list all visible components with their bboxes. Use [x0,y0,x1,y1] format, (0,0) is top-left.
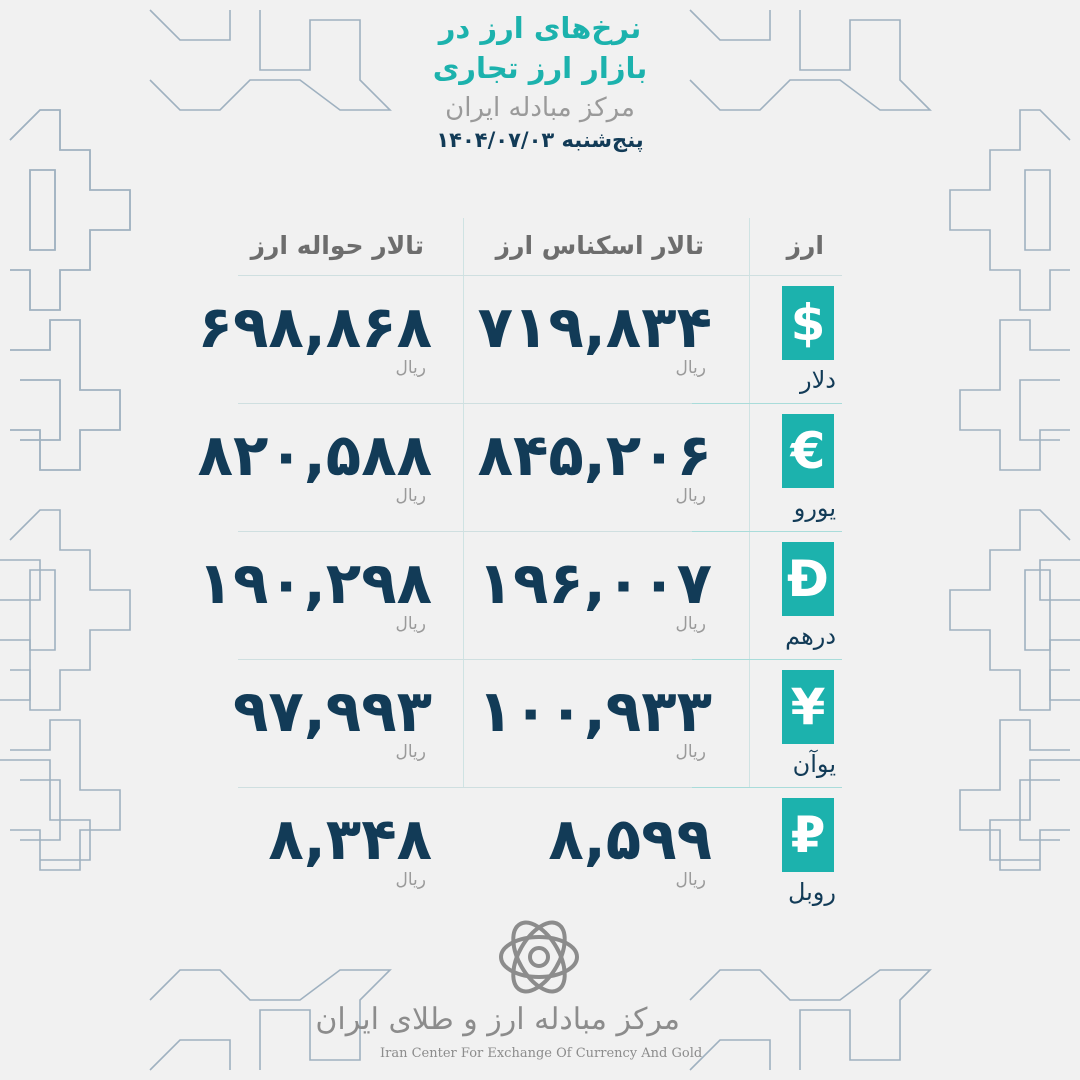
cash-unit: ریال [675,486,706,506]
remittance-unit: ریال [395,358,426,378]
table-row-dollar [197,276,842,404]
header-currency: ارز [786,231,824,260]
yuan-icon: ¥ [782,670,834,744]
table-row-euro [197,404,842,532]
logo-wordmark-en: Iran Center For Exchange Of Currency And Gold [380,1046,703,1061]
cash-unit: ریال [675,614,706,634]
remittance-unit: ریال [395,614,426,634]
currency-name: روبل [787,878,836,906]
currency-name: یورو [793,494,836,522]
remittance-unit: ریال [395,486,426,506]
table-row-ruble [238,788,842,916]
rates-table [197,218,842,916]
table-row-yuan [232,660,842,788]
table-row-dirham [197,532,842,660]
cash-rate: ۱۰۰,۹۳۳ [477,677,712,745]
cash-unit: ریال [675,358,706,378]
page-subtitle: مرکز مبادله ایران [445,93,635,123]
page-title-line2: بازار ارز تجاری [432,51,648,85]
cash-rate: ۸,۵۹۹ [548,805,712,873]
table-header [238,218,842,276]
dirham-icon: Đ [782,542,834,616]
euro-icon: € [782,414,834,488]
exchange-center-logo-icon [494,912,584,1002]
date-label: پنج‌شنبه ۱۴۰۴/۰۷/۰۳ [436,128,644,152]
dollar-icon: $ [782,286,834,360]
cash-rate: ۸۴۵,۲۰۶ [477,421,712,489]
logo-wordmark-fa: مرکز مبادله ارز و طلای ایران [315,1002,680,1037]
header-cash-hall: تالار اسکناس ارز [495,231,704,260]
cash-unit: ریال [675,870,706,890]
remittance-rate: ۶۹۸,۸۶۸ [197,293,432,361]
currency-name: دلار [800,366,836,394]
remittance-unit: ریال [395,870,426,890]
cash-unit: ریال [675,742,706,762]
remittance-rate: ۸۲۰,۵۸۸ [197,421,432,489]
header-remittance-hall: تالار حواله ارز [250,231,424,260]
cash-rate: ۱۹۶,۰۰۷ [477,549,712,617]
remittance-unit: ریال [395,742,426,762]
ruble-icon: ₽ [782,798,834,872]
remittance-rate: ۱۹۰,۲۹۸ [197,549,432,617]
header [390,8,690,154]
page-title-line1: نرخ‌های ارز در [438,11,642,45]
remittance-rate: ۹۷,۹۹۳ [232,677,432,745]
currency-name: یوآن [792,750,836,778]
remittance-rate: ۸,۳۴۸ [268,805,432,873]
currency-name: درهم [785,622,836,650]
cash-rate: ۷۱۹,۸۳۴ [477,293,712,361]
